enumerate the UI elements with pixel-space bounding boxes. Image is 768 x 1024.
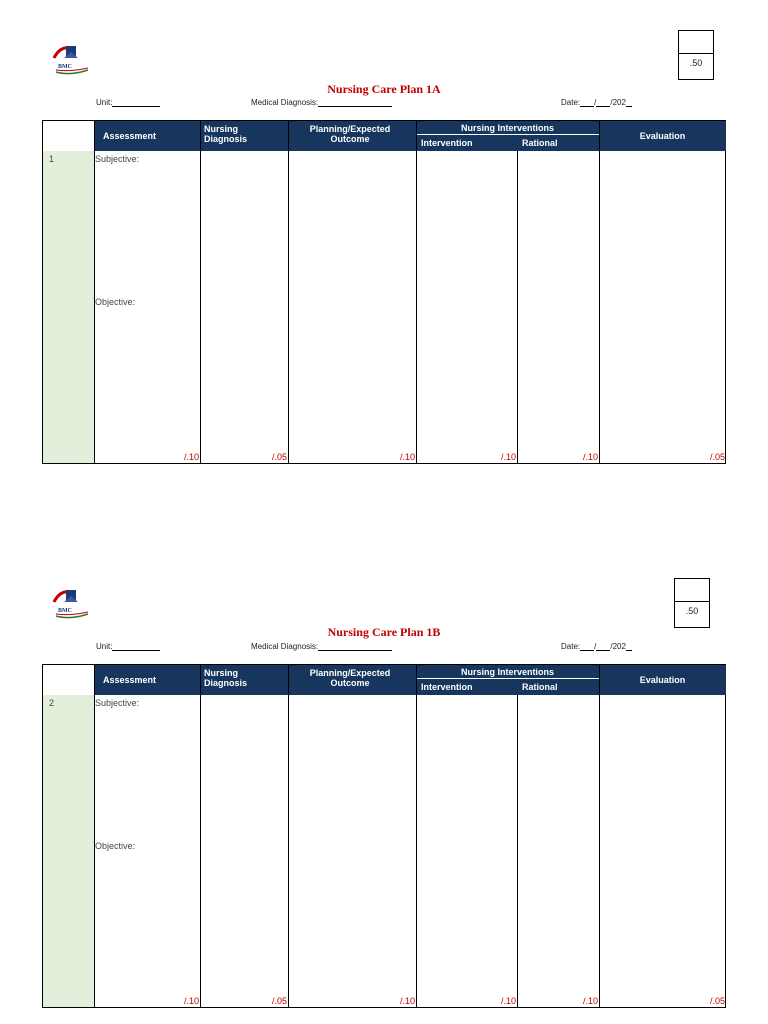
plan-title: Nursing Care Plan 1A [327,82,441,96]
care-plan-1a [0,0,768,470]
header-intervention: Intervention [421,682,473,692]
mark-assessment: /.10 [183,452,199,462]
header-planning: Planning/Expected Outcome [309,668,391,688]
header-assessment: Assessment [103,131,157,141]
header-blank-cell [43,665,95,695]
logo-text: BMC [58,64,72,70]
header-nursing-diagnosis: Nursing Diagnosis [204,668,248,688]
row-number-cell [43,695,95,1007]
date-field[interactable]: Date: / /202 [561,98,632,107]
unit-field[interactable] [96,98,160,107]
unit-label: Unit: [96,98,113,107]
college-emblem-icon [50,42,92,76]
header-nursing-interventions: Nursing Interventions [460,667,554,677]
total-score-box [678,30,714,80]
objective-label: Objective: [95,841,136,851]
medical-diagnosis-field[interactable] [251,642,392,651]
date-field[interactable]: Date: / /202 [561,642,632,651]
mark-rational: /.10 [582,996,598,1006]
mark-assessment: /.10 [183,996,199,1006]
row-number: 1 [49,154,55,164]
unit-field[interactable] [96,642,160,651]
mark-evaluation: /.05 [709,996,725,1006]
header-intervention: Intervention [421,138,473,148]
college-emblem-icon [50,586,92,620]
header-nursing-interventions: Nursing Interventions [460,123,554,133]
unit-label: Unit: [96,642,113,651]
header-planning: Planning/Expected Outcome [309,124,391,144]
header-blank-cell [43,121,95,151]
total-score-box [674,578,710,628]
header-assessment: Assessment [103,675,157,685]
care-plan-1b [0,544,768,1014]
mark-intervention: /.10 [500,452,516,462]
total-score: .50 [685,606,699,616]
header-evaluation: Evaluation [639,131,686,141]
bmc-logo [50,586,92,620]
care-plan-table [42,120,726,464]
subjective-label: Subjective: [95,154,140,164]
logo-text: BMC [58,608,72,614]
date-label: Date: [561,642,581,651]
bmc-logo [50,42,92,76]
plan-title: Nursing Care Plan 1B [327,625,441,639]
header-evaluation: Evaluation [639,675,686,685]
header-rational: Rational [522,138,558,148]
mark-evaluation: /.05 [709,452,725,462]
date-label: Date: [561,98,581,107]
header-nursing-diagnosis: Nursing Diagnosis [204,124,248,144]
total-score: .50 [689,58,703,68]
mark-planning: /.10 [399,996,415,1006]
mark-planning: /.10 [399,452,415,462]
medical-diagnosis-label: Medical Diagnosis: [251,98,319,107]
mark-nursing-diagnosis: /.05 [271,452,287,462]
mark-intervention: /.10 [500,996,516,1006]
row-number-cell [43,151,95,463]
care-plan-table [42,664,726,1008]
row-number: 2 [49,698,55,708]
medical-diagnosis-label: Medical Diagnosis: [251,642,319,651]
medical-diagnosis-field[interactable] [251,98,392,107]
mark-nursing-diagnosis: /.05 [271,996,287,1006]
header-rational: Rational [522,682,558,692]
objective-label: Objective: [95,297,136,307]
mark-rational: /.10 [582,452,598,462]
subjective-label: Subjective: [95,698,140,708]
